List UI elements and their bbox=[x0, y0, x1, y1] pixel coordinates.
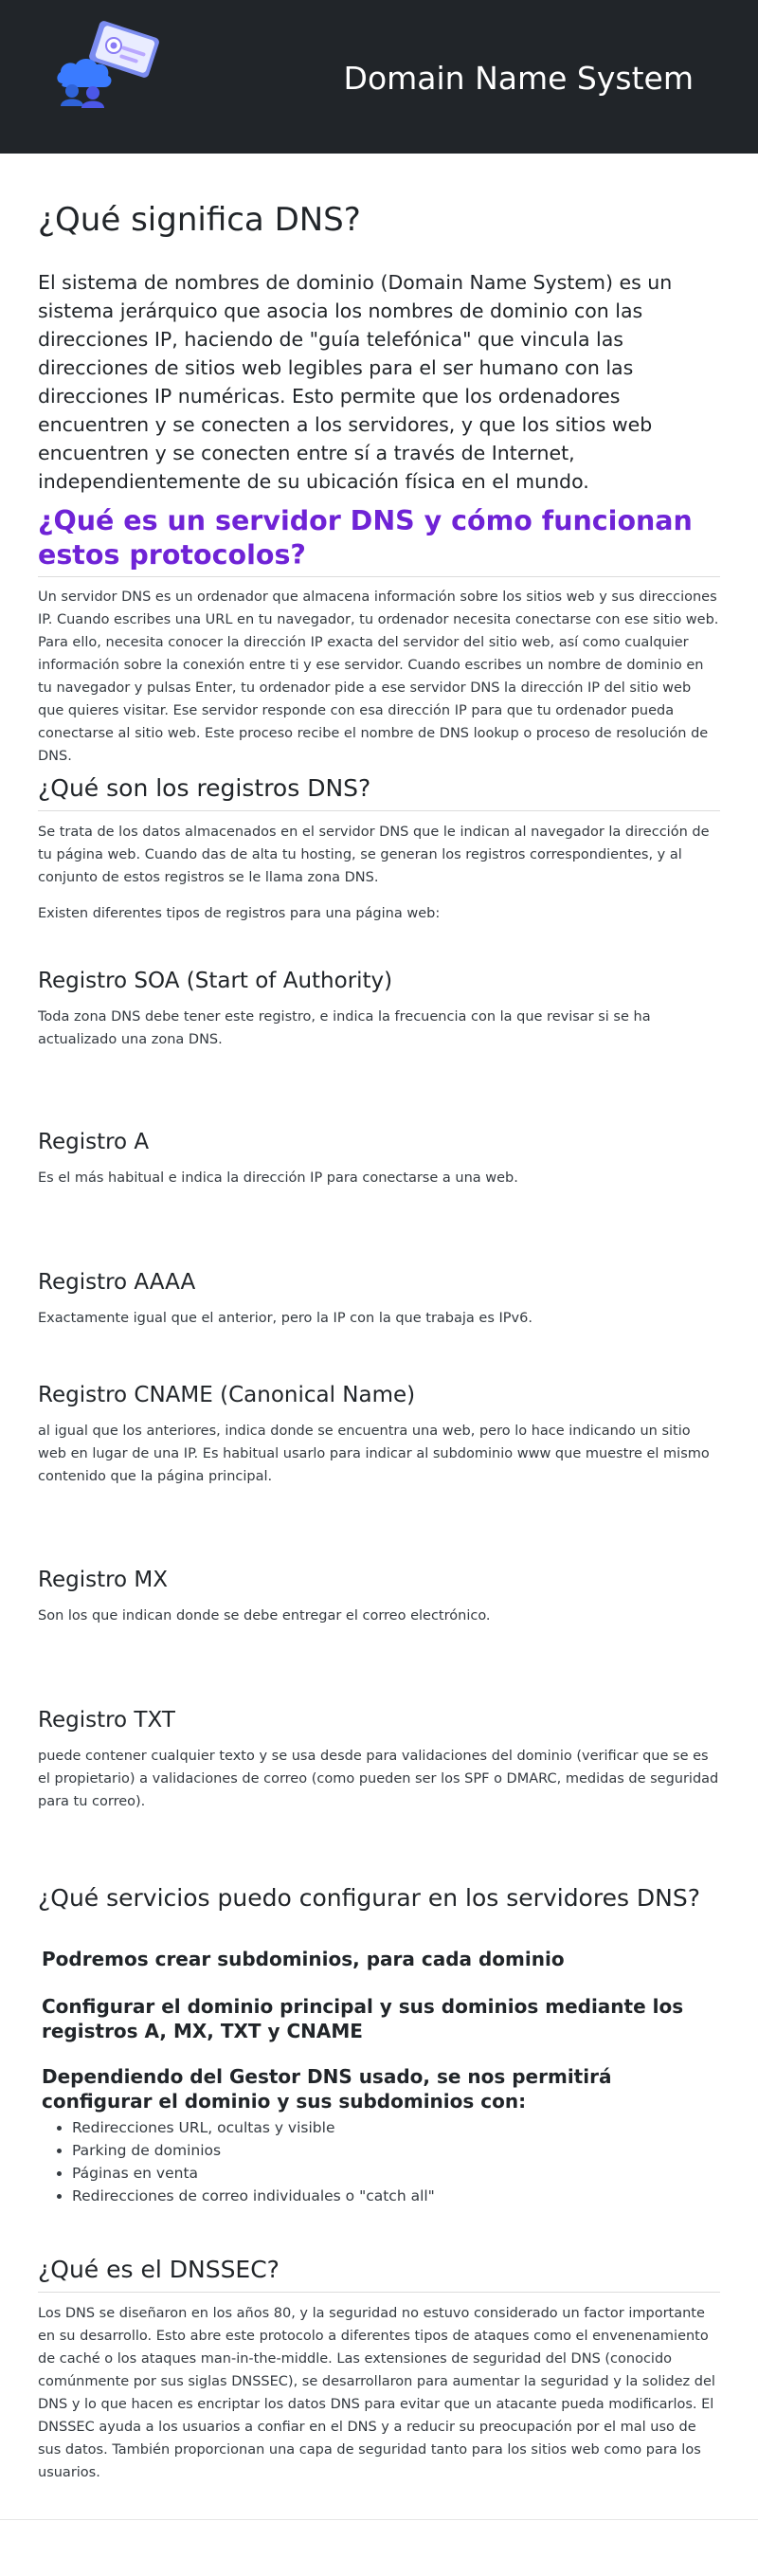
footer-divider bbox=[0, 2519, 758, 2520]
services-options-list bbox=[38, 2116, 720, 2207]
record-a-title: Registro A bbox=[38, 1130, 150, 1154]
record-aaaa-title: Registro AAAA bbox=[38, 1270, 196, 1295]
record-cname-title: Registro CNAME (Canonical Name) bbox=[38, 1383, 416, 1407]
record-txt-title: Registro TXT bbox=[38, 1708, 175, 1732]
services-item-manager: Dependiendo del Gestor DNS usado, se nos permitirá configurar el dominio y sus subdominios con: bbox=[42, 2065, 612, 2113]
list-item: • Parking de dominios bbox=[72, 2139, 720, 2162]
record-soa-title: Registro SOA (Start of Authority) bbox=[38, 969, 393, 993]
dnssec-heading: ¿Qué es el DNSSEC? bbox=[38, 2256, 280, 2283]
list-item: • Páginas en venta bbox=[72, 2162, 720, 2185]
cloud-users-card-icon bbox=[55, 21, 167, 108]
records-text: Se trata de los datos almacenados en el servidor DNS que le indican al navegador la dirección de tu página web. Cuando das de alta tu hosting, se generan los registros correspondientes, y al conjunto de estos registros se le llama zona DNS. bbox=[38, 825, 710, 885]
divider bbox=[38, 810, 720, 811]
divider bbox=[38, 576, 720, 577]
record-mx-title: Registro MX bbox=[38, 1568, 169, 1592]
record-aaaa-text: Exactamente igual que el anterior, pero la IP con la que trabaja es IPv6. bbox=[38, 1311, 532, 1326]
record-cname-text: al igual que los anteriores, indica donde se encuentra una web, pero lo hace indicando un sitio web en lugar de una IP. Es habitual usarlo para indicar al subdominio www que muestre el mismo contenido que la página principal. bbox=[38, 1424, 710, 1484]
divider bbox=[38, 2292, 720, 2293]
intro-heading: ¿Qué significa DNS? bbox=[38, 201, 361, 239]
record-a-text: Es el más habitual e indica la dirección IP para conectarse a una web. bbox=[38, 1170, 518, 1186]
services-item-subdomains: Podremos crear subdominios, para cada dominio bbox=[42, 1948, 565, 1970]
record-txt-text: puede contener cualquier texto y se usa desde para validaciones del dominio (verificar que se es el propietario) a validaciones de correo (como pueden ser los SPF o DMARC, medidas de seguridad para tu correo). bbox=[38, 1749, 719, 1809]
record-mx-text: Son los que indican donde se debe entregar el correo electrónico. bbox=[38, 1608, 491, 1624]
site-title: Domain Name System bbox=[343, 60, 694, 97]
server-text: Un servidor DNS es un ordenador que almacena información sobre los sitios web y sus direcciones IP. Cuando escribes una URL en tu navegador, tu ordenador necesita conectarse con ese sitio web. Para ello, necesita conocer la dirección IP exacta del servidor del sitio web, así como cualquier información sobre la conexión entre ti y ese servidor. Cuando escribes un nombre de dominio en tu navegador y pulsas Enter, tu ordenador pide a ese servidor DNS la dirección IP del sitio web que quieres visitar. Ese servidor responde con esa dirección IP para que tu ordenador pueda conectarse al sitio web. Este proceso recibe el nombre de DNS lookup o proceso de resolución de DNS. bbox=[38, 590, 719, 764]
dnssec-text: Los DNS se diseñaron en los años 80, y la seguridad no estuvo considerado un factor importante en su desarrollo. Esto abre este protocolo a diferentes tipos de ataques como el envenenamiento de caché o los ataques man-in-the-middle. Las extensiones de seguridad del DNS (conocido comúnmente por sus siglas DNSSEC), se desarrollaron para aumentar la seguridad y la solidez del DNS y lo que hacen es encriptar los datos DNS para evitar que un atacante pueda modificarlos. El DNSSEC ayuda a los usuarios a confiar en el DNS y a reducir su preocupación por el mal uso de sus datos. También proporcionan una capa de seguridad tanto para los sitios web como para los usuarios. bbox=[38, 2306, 715, 2480]
intro-text: El sistema de nombres de dominio (Domain Name System) es un sistema jerárquico que asocia los nombres de dominio con las direcciones IP, haciendo de "guía telefónica" que vincula las direcciones de sitios web legibles para el ser humano con las direcciones IP numéricas. Esto permite que los ordenadores encuentren y se conecten a los servidores, y que los sitios web encuentren y se conecten entre sí a través de Internet, independientemente de su ubicación física en el mundo. bbox=[38, 271, 673, 493]
list-item: • Redirecciones de correo individuales o "catch all" bbox=[72, 2185, 720, 2207]
record-soa-text: Toda zona DNS debe tener este registro, e indica la frecuencia con la que revisar si se ha actualizado una zona DNS. bbox=[38, 1009, 651, 1047]
list-item: • Redirecciones URL, ocultas y visible bbox=[72, 2116, 720, 2139]
services-item-records: Configurar el dominio principal y sus dominios mediante los registros A, MX, TXT y CNAME bbox=[42, 1995, 684, 2042]
records-types-intro: Existen diferentes tipos de registros para una página web: bbox=[38, 906, 441, 921]
records-heading: ¿Qué son los registros DNS? bbox=[38, 774, 371, 802]
services-heading: ¿Qué servicios puedo configurar en los servidores DNS? bbox=[38, 1884, 701, 1912]
server-heading: ¿Qué es un servidor DNS y cómo funcionan estos protocolos? bbox=[38, 505, 693, 571]
site-header bbox=[0, 0, 758, 154]
